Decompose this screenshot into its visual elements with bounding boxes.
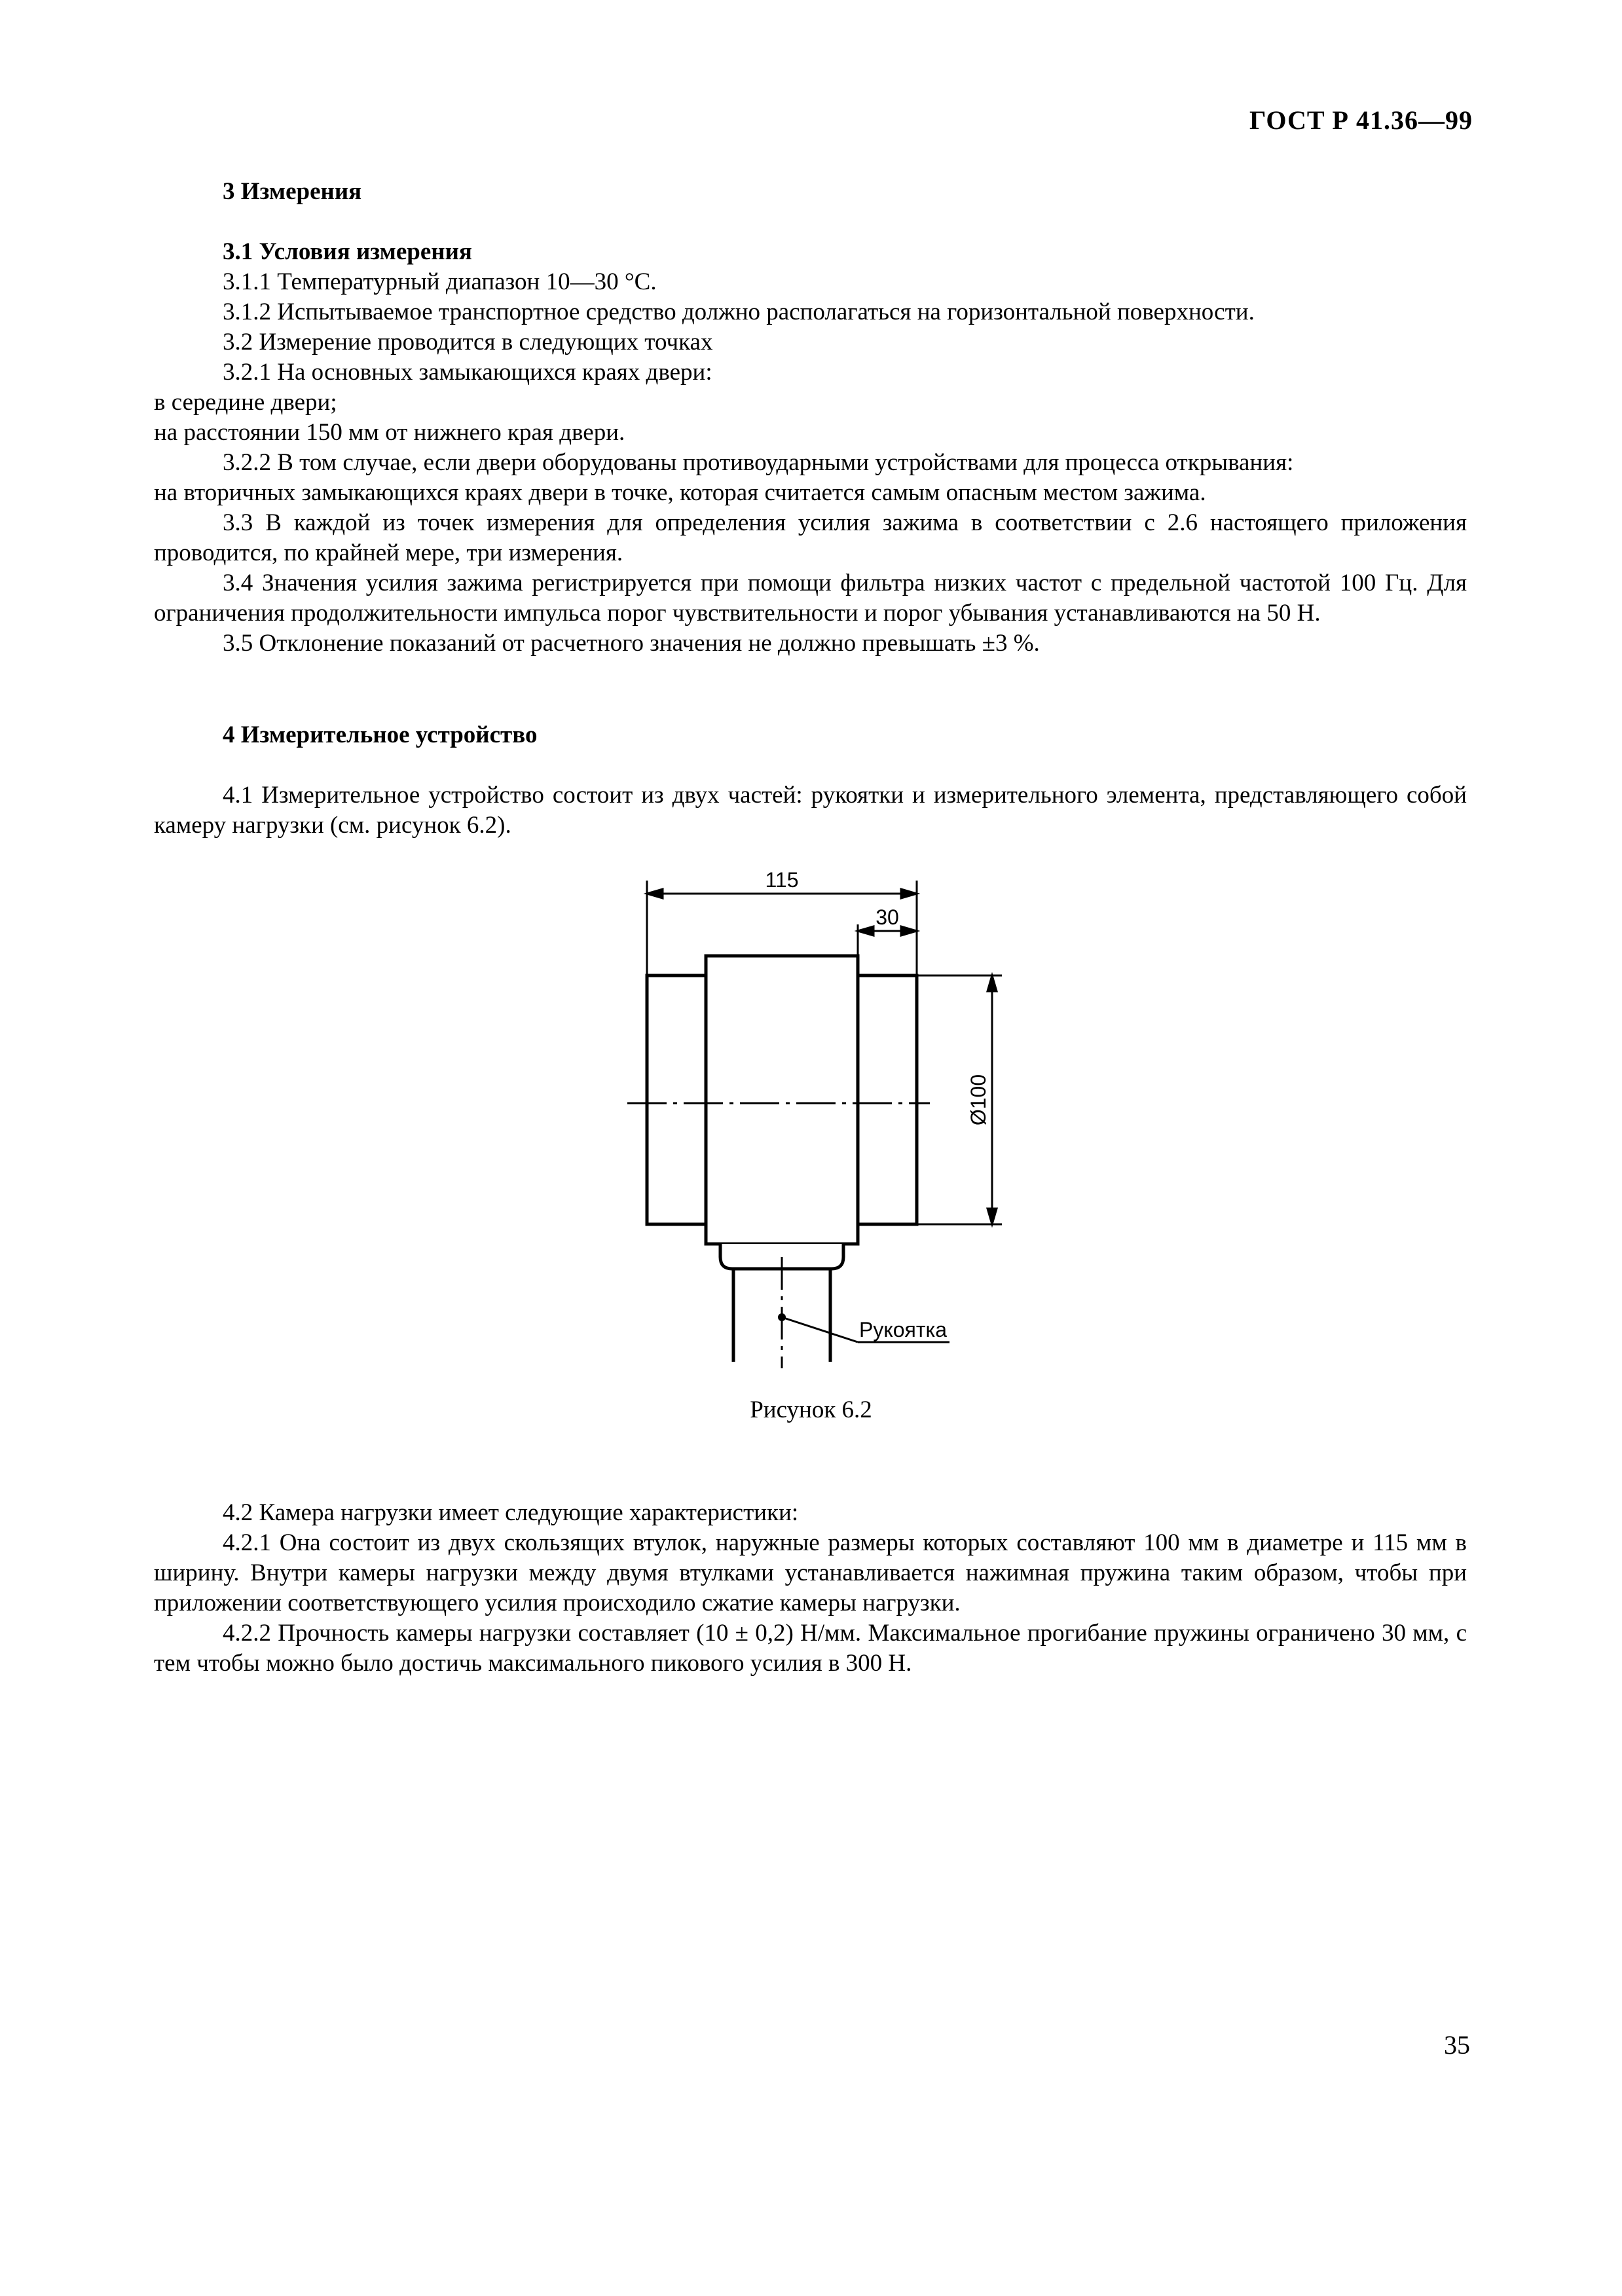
paragraph-3-2-2: 3.2.2 В том случае, если двери оборудованы противоударными устройствами для процесса открывания: [223,449,1294,476]
load-chamber-drawing [622,864,1015,1375]
figure-caption: Рисунок 6.2 [750,1396,872,1423]
subsection-3-1-heading: 3.1 Условия измерения [223,238,472,265]
paragraph-3-1-1: 3.1.1 Температурный диапазон 10—30 °С. [223,268,657,295]
paragraph-4-2: 4.2 Камера нагрузки имеет следующие характеристики: [223,1499,799,1526]
dimension-115-label: 115 [765,868,799,892]
paragraph-3-4: 3.4 Значения усилия зажима регистрируется при помощи фильтра низких частот с предельной частотой 100 Гц. Для ограничения продолжительности импульса порог чувствительности и порог убывания устанавливаются на 50 Н. [154,570,1467,627]
left-sleeve [647,975,706,1224]
dimension-diameter-label: Ø100 [967,1074,990,1126]
paragraph-3-2: 3.2 Измерение проводится в следующих точках [223,329,713,355]
section-3 [154,177,1467,659]
section-4 [154,720,1467,841]
handle-leader-line [782,1317,858,1342]
section-4-continued [154,1498,1467,1679]
figure-load-chamber [622,864,1015,1375]
paragraph-4-1: 4.1 Измерительное устройство состоит из двух частей: рукоятки и измерительного элемента, представляющего собой камеру нагрузки (см. рисунок 6.2). [154,782,1467,839]
paragraph-3-5: 3.5 Отклонение показаний от расчетного значения не должно превышать ±3 %. [223,630,1040,657]
paragraph-4-2-2: 4.2.2 Прочность камеры нагрузки составляет (10 ± 0,2) Н/мм. Максимальное прогибание пружины ограничено 30 мм, с тем чтобы можно было достичь максимального пикового усилия в 300 Н. [154,1620,1467,1677]
paragraph-4-2-1: 4.2.1 Она состоит из двух скользящих втулок, наружные размеры которых составляют 100 мм в диаметре и 115 мм в ширину. Внутри камеры нагрузки между двумя втулками устанавливается нажимная пружина таким образом, чтобы при приложении соответствующего усилия происходило сжатие камеры нагрузки. [154,1529,1467,1616]
paragraph-3-2-1-item-b: на расстоянии 150 мм от нижнего края двери. [154,419,625,446]
section-4-heading: 4 Измерительное устройство [223,721,538,748]
paragraph-3-1-2: 3.1.2 Испытываемое транспортное средство должно располагаться на горизонтальной поверхности. [223,299,1255,325]
page-number: 35 [1444,2030,1470,2060]
section-3-heading: 3 Измерения [223,178,362,205]
right-sleeve [858,975,917,1224]
paragraph-3-2-1: 3.2.1 На основных замыкающихся краях двери: [223,359,712,386]
paragraph-3-2-1-item-a: в середине двери; [154,389,337,416]
central-sleeve [706,956,858,1244]
paragraph-3-2-2-item-a: на вторичных замыкающихся краях двери в точке, которая считается самым опасным местом зажима. [154,479,1206,506]
paragraph-3-3: 3.3 В каждой из точек измерения для определения усилия зажима в соответствии с 2.6 настоящего приложения проводится, по крайней мере, три измерения. [154,509,1467,566]
dimension-30-label: 30 [876,905,899,929]
document-number-header: ГОСТ Р 41.36—99 [1249,105,1473,135]
chamber-outline [647,956,917,1362]
handle-label: Рукоятка [859,1318,947,1341]
